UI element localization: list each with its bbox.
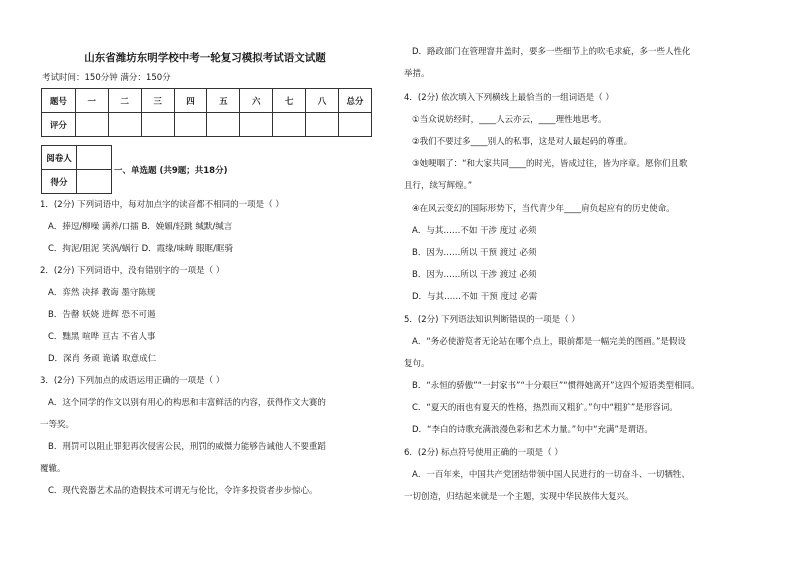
score-header: 五 — [207, 89, 240, 113]
score-cell — [338, 113, 371, 137]
question-line: 2．(2分) 下列词语中，没有错别字的一项是（ ） — [40, 266, 225, 276]
option-line: C．拘泥/阻泥 笑涡/蜗行 D．霞缘/味畴 眼眶/眶骑 — [48, 244, 234, 254]
score-cell — [273, 113, 306, 137]
option-line: D．与其……不如 干预 度过 必需 — [412, 292, 538, 302]
question-line: 1．(2分) 下列词语中，每对加点字的读音都不相同的一项是（ ） — [40, 200, 284, 210]
score-header: 六 — [240, 89, 273, 113]
option-line-continued: 举措。 — [404, 69, 430, 79]
question-line: 3．(2分) 下列加点的成语运用正确的一项是（ ） — [40, 376, 225, 386]
blank-sentence-continued: 且行，续写辉煌。” — [404, 181, 473, 191]
exam-meta: 考试时间：150分钟 满分：150分 — [42, 73, 171, 83]
score-cell — [77, 170, 112, 194]
option-line: C．“夏天的雨也有夏天的性格，热烈而又粗犷。”句中“粗犷”是形容词。 — [412, 403, 678, 413]
option-line: D．路政部门在管理窨井盖时，要多一些细节上的吹毛求疵，多一些人性化 — [412, 47, 691, 57]
score-cell — [174, 113, 207, 137]
score-header: 一 — [75, 89, 108, 113]
option-line: A．“务必使游览者无论站在哪个点上，眼前都是一幅完美的图画。”是假设 — [412, 337, 686, 347]
score-cell — [108, 113, 141, 137]
score-header: 八 — [306, 89, 339, 113]
score-cell — [240, 113, 273, 137]
option-line-continued: 一等奖。 — [40, 420, 75, 430]
blank-sentence: ④在风云变幻的国际形势下，当代青少年____肩负起应有的历史使命。 — [412, 204, 675, 214]
option-line: B．告罄 妖娆 进辉 恐不可遏 — [48, 310, 156, 320]
grader-label: 阅卷人 — [42, 146, 77, 170]
score-label: 得分 — [42, 170, 77, 194]
blank-sentence: ①当众说妨经时，____人云亦云，____理性地思考。 — [412, 115, 607, 125]
option-line: A．弈然 决择 教诲 墨守陈规 — [48, 288, 156, 298]
option-line: D．深肖 务顽 诡谲 取意成仁 — [48, 354, 157, 364]
exam-title: 山东省潍坊东明学校中考一轮复习模拟考试语文试题 — [84, 52, 326, 64]
score-header: 四 — [174, 89, 207, 113]
option-line: D．“李白的诗歌充满浪漫色彩和艺术力量。”句中“充满”是谓语。 — [412, 425, 653, 435]
option-line: B．“永恒的骄傲”“一封家书”“十分艰巨”“惯得她离开”这四个短语类型相同。 — [412, 381, 700, 391]
option-line-continued: 覆辙。 — [40, 464, 66, 474]
score-header: 总分 — [338, 89, 371, 113]
option-line: B．因为……所以 干预 渡过 必须 — [412, 248, 537, 258]
score-cell — [306, 113, 339, 137]
blank-sentence: ③她哽咽了：“和大家共同____的时光，皆成过往，皆为序章。愿你们且歌 — [412, 159, 688, 169]
grader-cell — [77, 146, 112, 170]
option-line: A．与其……不如 干涉 度过 必须 — [412, 226, 537, 236]
option-line: B．刑罚可以阻止罪犯再次侵害公民，刑罚的威慑力能够告诫他人不要重蹈 — [48, 442, 326, 452]
score-cell — [207, 113, 240, 137]
score-cell — [141, 113, 174, 137]
score-row-label: 评分 — [42, 113, 76, 137]
score-header: 二 — [108, 89, 141, 113]
grader-table — [41, 145, 112, 194]
question-line: 6．(2分) 标点符号使用正确的一项是（ ） — [404, 448, 563, 458]
score-header: 题号 — [42, 89, 76, 113]
option-line: C．现代瓷器艺术品的造假技术可谓无与伦比，令许多投资者步步惊心。 — [48, 486, 318, 496]
option-line-continued: 一切创造，归结起来就是一个主题，实现中华民族伟大复兴。 — [404, 492, 634, 502]
score-header: 三 — [141, 89, 174, 113]
option-line: A．这个同学的作文以别有用心的构思和丰富鲜活的内容，获得作文大赛的 — [48, 398, 326, 408]
option-line: B．因为……所以 干涉 渡过 必须 — [412, 270, 537, 280]
question-line: 5．(2分) 下列语法知识判断错误的一项是（ ） — [404, 315, 580, 325]
score-cell — [75, 113, 108, 137]
blank-sentence: ②我们不要过多____别人的私事，这是对人最起码的尊重。 — [412, 137, 633, 147]
score-table — [41, 88, 372, 137]
score-header-row — [42, 89, 372, 113]
option-line: A．一百年来，中国共产党团结带领中国人民进行的一切奋斗、一切牺牲、 — [412, 470, 690, 480]
score-value-row — [42, 113, 372, 137]
option-line: C．黜黑 喧哗 亘古 不省人事 — [48, 332, 156, 342]
score-header: 七 — [273, 89, 306, 113]
option-line-continued: 复句。 — [404, 359, 430, 369]
section-title: 一、单选题 (共9题；共18分) — [114, 166, 228, 176]
question-line: 4．(2分) 依次填入下列横线上最恰当的一组词语是（ ） — [404, 93, 614, 103]
option-line: A．捧逗/柳噪 满养/口擂 B．娩媚/轻跳 缄默/缄言 — [48, 222, 233, 232]
